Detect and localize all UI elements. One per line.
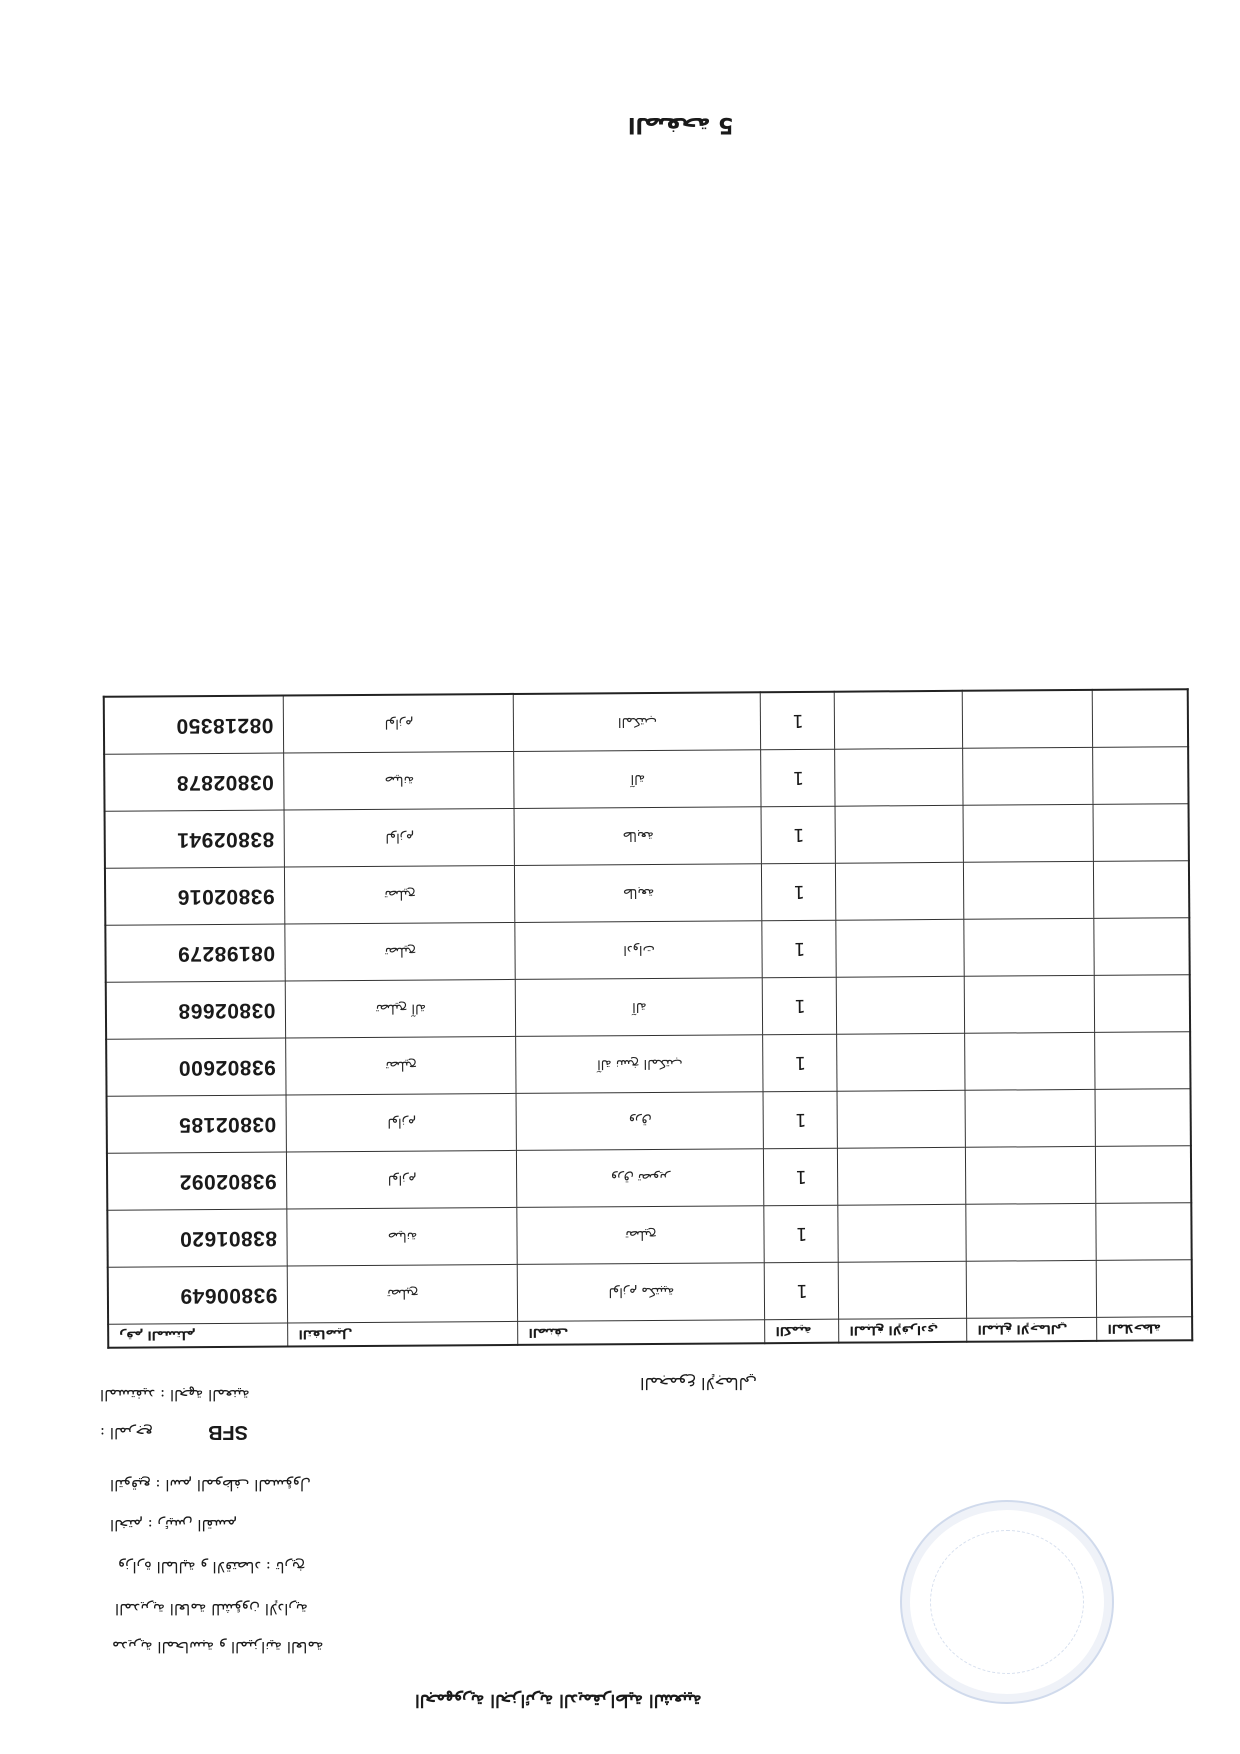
notes-cell: [1096, 1089, 1191, 1147]
notes-cell: [1093, 747, 1188, 805]
name-cell: لوازم: [287, 1093, 517, 1152]
reference-value: SFB: [208, 1421, 248, 1443]
header-cell: التفاصيل: [288, 1321, 518, 1346]
item-cell: آلة: [514, 750, 761, 809]
notes-cell: [1096, 1203, 1191, 1261]
notes-cell: [1094, 804, 1189, 862]
item-cell: المكتب: [514, 692, 761, 751]
name-cell: صيانة: [284, 751, 514, 810]
name-cell: صيانة: [287, 1207, 517, 1266]
table-row: [105, 861, 1189, 926]
code-cell: 03802878: [104, 753, 284, 811]
item-cell: آلة: [516, 978, 763, 1037]
table-body: [104, 689, 1192, 1324]
table-row: [106, 975, 1190, 1040]
total-cell: [964, 804, 1094, 862]
quantity-cell: 1: [761, 749, 835, 807]
reference-label: المرجع :: [100, 1424, 153, 1442]
unit-price-cell: [836, 805, 964, 863]
table-caption: المجموع الإجمالي: [640, 1374, 757, 1393]
notes-cell: [1093, 689, 1188, 747]
quantity-cell: 1: [764, 1148, 838, 1206]
code-cell: 93802600: [106, 1038, 286, 1096]
table-row: [108, 1260, 1192, 1325]
item-cell: تصليح: [517, 1206, 764, 1265]
signature-line: التوقيع : اسم الموظف المسؤول: [110, 1476, 311, 1494]
stamp-line: الختم : رئيس القسم: [110, 1516, 238, 1534]
item-cell: ورق تصوير: [517, 1149, 764, 1208]
total-cell: [964, 861, 1094, 919]
total-cell: [965, 1032, 1095, 1090]
total-cell: [965, 975, 1095, 1033]
code-cell: 93802092: [107, 1152, 287, 1210]
beneficiary-line: المستفيد : الجهة المعنية: [100, 1386, 250, 1404]
quantity-cell: 1: [762, 863, 836, 921]
header-cell: المبلغ الإجمالي: [967, 1317, 1097, 1341]
total-cell: [966, 1146, 1096, 1204]
quantity-cell: 1: [762, 806, 836, 864]
name-cell: تصليح آلة: [286, 979, 516, 1038]
items-table-wrapper: [105, 688, 1194, 1349]
notes-cell: [1094, 918, 1189, 976]
unit-price-cell: [837, 1033, 965, 1091]
item-cell: ادوات: [515, 921, 762, 980]
code-cell: 03802185: [107, 1095, 287, 1153]
name-cell: لوازم: [287, 1150, 517, 1209]
unit-price-cell: [835, 691, 963, 749]
table-row: [107, 1203, 1191, 1268]
code-cell: 93800649: [108, 1266, 288, 1324]
unit-price-cell: [838, 1147, 966, 1205]
name-cell: تصليح: [285, 865, 515, 924]
name-cell: لوازم: [284, 694, 514, 753]
quantity-cell: 1: [764, 1205, 838, 1263]
total-cell: [963, 690, 1093, 748]
official-stamp: [900, 1500, 1114, 1704]
table-row: [104, 689, 1188, 754]
name-cell: لوازم: [285, 808, 515, 867]
notes-cell: [1095, 1032, 1190, 1090]
notes-cell: [1094, 861, 1189, 919]
table-row: [107, 1089, 1191, 1154]
quantity-cell: 1: [763, 977, 837, 1035]
table-row: [107, 1146, 1191, 1211]
item-cell: طابعة: [515, 864, 762, 923]
code-cell: 93802016: [105, 867, 285, 925]
table-row: [105, 804, 1189, 869]
quantity-cell: 1: [765, 1262, 839, 1320]
quantity-cell: 1: [763, 1034, 837, 1092]
unit-price-cell: [839, 1261, 967, 1319]
unit-price-cell: [838, 1090, 966, 1148]
ministry-line: وزارة المالية و الاقتصاد : تاريخ: [118, 1558, 306, 1576]
footer-heading: الجمهورية الجزائرية الديمقراطية الشعبية: [415, 1690, 702, 1710]
items-table: [103, 688, 1194, 1349]
header-cell: الصنف: [518, 1320, 765, 1345]
total-cell: [966, 1089, 1096, 1147]
header-cell: رقم المستلم: [108, 1323, 288, 1348]
total-cell: [966, 1203, 1096, 1261]
item-cell: آلة نسخ المكتب: [516, 1035, 763, 1094]
quantity-cell: 1: [764, 1091, 838, 1149]
quantity-cell: 1: [762, 920, 836, 978]
quantity-cell: 1: [761, 692, 835, 750]
code-cell: 03802668: [106, 981, 286, 1039]
notes-cell: [1096, 1146, 1191, 1204]
table-row: [104, 747, 1188, 812]
unit-price-cell: [835, 748, 963, 806]
accounting-line: مديرية المحاسبة و الميزانية العامة: [112, 1638, 324, 1656]
name-cell: تصليح: [285, 922, 515, 981]
total-cell: [963, 747, 1093, 805]
table-row: [105, 918, 1189, 983]
table-row: [106, 1032, 1190, 1097]
item-cell: ورق: [517, 1092, 764, 1151]
code-cell: 08218350: [104, 696, 284, 755]
unit-price-cell: [836, 919, 964, 977]
code-cell: 83801620: [107, 1209, 287, 1267]
header-cell: الملاحظة: [1097, 1317, 1192, 1341]
header-cell: المبلغ الإفرادي: [839, 1318, 967, 1342]
unit-price-cell: [837, 976, 965, 1034]
total-cell: [967, 1260, 1097, 1318]
item-cell: طابعة: [515, 807, 762, 866]
notes-cell: [1097, 1260, 1192, 1318]
item-cell: لوازم مكتبية: [518, 1263, 765, 1322]
page-number: 5 الصفحة: [628, 112, 734, 137]
code-cell: 83802941: [105, 810, 285, 868]
name-cell: تصليح: [288, 1264, 518, 1323]
total-cell: [964, 918, 1094, 976]
header-cell: الكمية: [765, 1319, 839, 1343]
notes-cell: [1095, 975, 1190, 1033]
unit-price-cell: [838, 1204, 966, 1262]
code-cell: 08198279: [105, 924, 285, 982]
name-cell: تصليح: [286, 1036, 516, 1095]
directorate-line: المديرية العامة للشؤون الإدارية: [115, 1600, 308, 1618]
unit-price-cell: [836, 862, 964, 920]
